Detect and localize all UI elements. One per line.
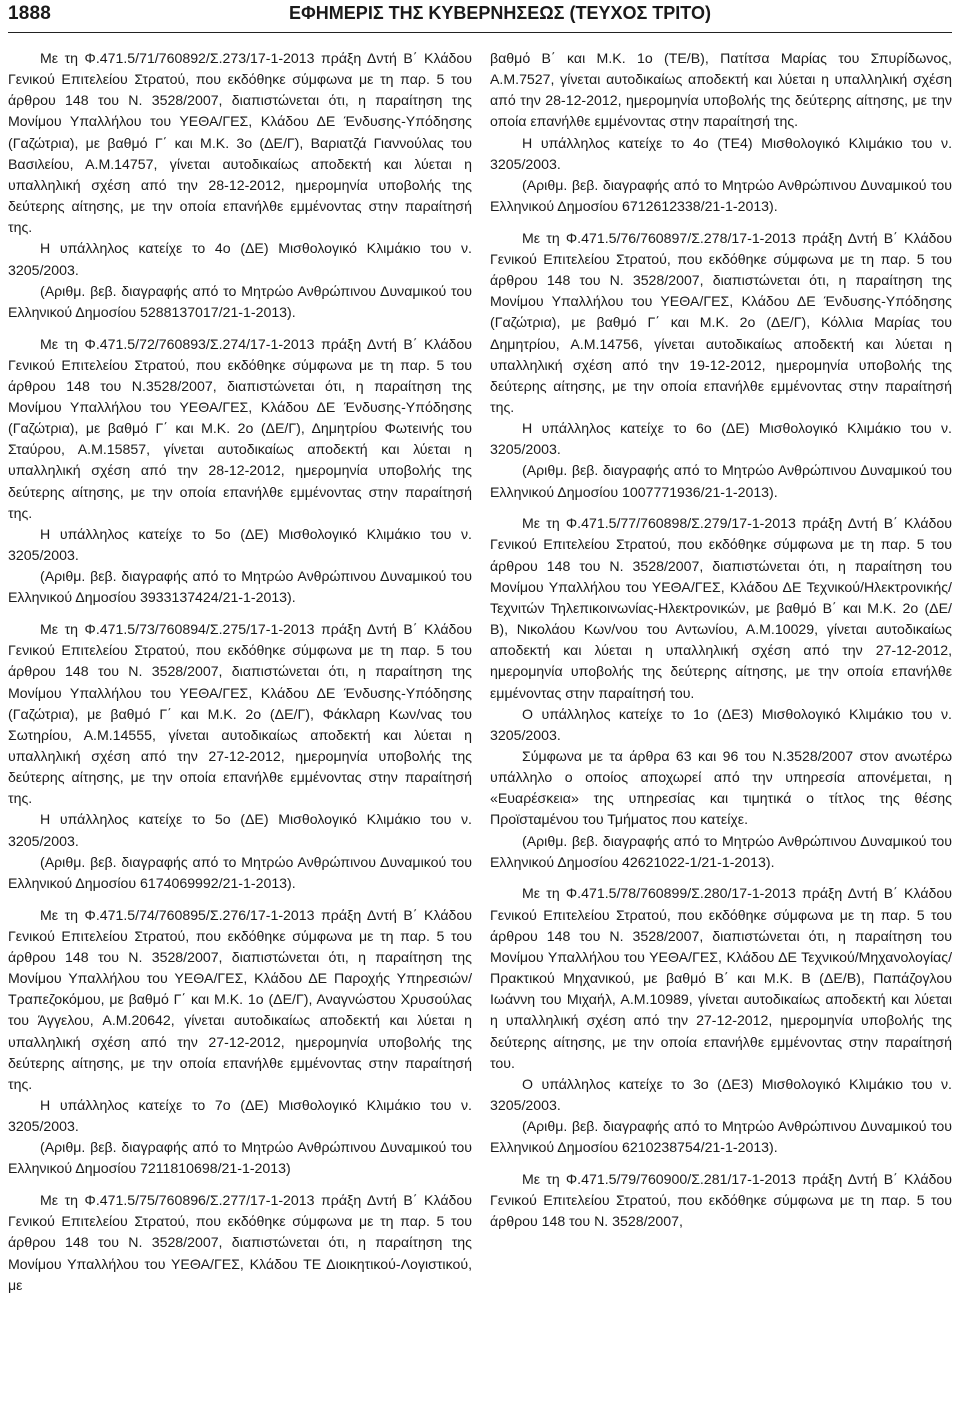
decision-71 (8, 48, 472, 323)
section-gap (490, 873, 952, 884)
section-gap (8, 894, 472, 905)
paragraph: (Αριθμ. βεβ. διαγραφής από το Μητρώο Ανθρώπινου Δυναμικού του Ελληνικού Δημοσίου 42621022-1/21-1-2013). (490, 832, 952, 870)
paragraph: Με τη Φ.471.5/79/760900/Σ.281/17-1-2013 πράξη Δντή Β΄ Κλάδου Γενικού Επιτελείου Στρατού, που εκδόθηκε σύμφωνα με τη παρ. 5 του άρθρου 148 του Ν. 3528/2007, (490, 1170, 952, 1230)
paragraph: Η υπάλληλος κατείχε το 4ο (ΤΕ4) Μισθολογικό Κλιμάκιο του ν. 3205/2003. (490, 134, 952, 172)
decision-77 (490, 513, 952, 873)
paragraph: Η υπάλληλος κατείχε το 5ο (ΔΕ) Μισθολογικό Κλιμάκιο του ν. 3205/2003. (8, 811, 472, 849)
section-gap (8, 1180, 472, 1191)
section-gap (490, 217, 952, 228)
decision-78 (490, 883, 952, 1158)
decision-75-cont (490, 48, 952, 217)
paragraph: βαθμό Β΄ και Μ.Κ. 1ο (ΤΕ/Β), Πατίτσα Μαρίας του Σπυρίδωνος, Α.Μ.7527, γίνεται αυτοδικαίως αποδεκτή και λύεται η υπαλληλική σχέση από την 28-12-2012, ημερομηνία υποβολής της δεύτερης αίτησης, με την οποία επανήλθε εμμένοντας στην παραίτησή της. (490, 50, 952, 130)
decision-74 (8, 905, 472, 1180)
paragraph: (Αριθμ. βεβ. διαγραφής από το Μητρώο Ανθρώπινου Δυναμικού του Ελληνικού Δημοσίου 3933137424/21-1-2013). (8, 568, 472, 606)
paragraph: Η υπάλληλος κατείχε το 5ο (ΔΕ) Μισθολογικό Κλιμάκιο του ν. 3205/2003. (8, 525, 472, 564)
paragraph: Σύμφωνα με τα άρθρα 63 και 96 του Ν.3528/2007 στον ανωτέρω υπάλληλο ο οποίος αποχωρεί από την υπηρεσία απονέμεται, η «Ευαρέσκεια» της υπηρεσίας και τιμητικά ο τίτλος της θέσης Προϊσταμένου του Τμήματος που κατείχε. (490, 748, 952, 828)
page-header (0, 0, 960, 38)
section-gap (8, 323, 472, 334)
decision-75 (8, 1190, 472, 1296)
paragraph: Η υπάλληλος κατείχε το 6ο (ΔΕ) Μισθολογικό Κλιμάκιο του ν. 3205/2003. (490, 420, 952, 458)
paragraph: Ο υπάλληλος κατείχε το 3ο (ΔΕ3) Μισθολογικό Κλιμάκιο του ν. 3205/2003. (490, 1075, 952, 1113)
decision-76 (490, 228, 952, 503)
paragraph: (Αριθμ. βεβ. διαγραφής από το Μητρώο Ανθρώπινου Δυναμικού του Ελληνικού Δημοσίου 5288137017/21-1-2013). (8, 282, 472, 320)
paragraph: (Αριθμ. βεβ. διαγραφής από το Μητρώο Ανθρώπινου Δυναμικού του Ελληνικού Δημοσίου 6174069992/21-1-2013). (8, 853, 472, 891)
journal-title: ΕΦΗΜΕΡΙΣ ΤΗΣ ΚΥΒΕΡΝΗΣΕΩΣ (ΤΕΥΧΟΣ ΤΡΙΤΟ) (289, 3, 711, 23)
decision-72 (8, 334, 472, 609)
header-divider (8, 32, 952, 33)
left-column (8, 48, 472, 1296)
paragraph: Με τη Φ.471.5/78/760899/Σ.280/17-1-2013 πράξη Δντή Β΄ Κλάδου Γενικού Επιτελείου Στρατού, που εκδόθηκε σύμφωνα με τη παρ. 5 του άρθρου 148 του Ν. 3528/2007, διαπιστώνεται ότι, η παραίτηση του Μονίμου Υπαλλήλου του ΥΕΘΑ/ΓΕΣ, Κλάδου ΔΕ Τεχνικού/Μηχανολογίας/ Πρακτικού Μηχανικού, με βαθμό Β΄ και Μ.Κ. Β (ΔΕ/Β), Παπάζογλου Ιωάννη του Μιχαήλ, Α.Μ.10989, γίνεται αυτοδικαίως αποδεκτή και λύεται η υπαλληλική σχέση από την 27-12-2012, ημερομηνία υποβολής της δεύτερης αίτησης, με την οποία επανήλθε εμμένοντας στην παραίτησή του. (490, 885, 952, 1071)
page-number: 1888 (8, 3, 52, 24)
paragraph: Με τη Φ.471.5/76/760897/Σ.278/17-1-2013 πράξη Δντή Β΄ Κλάδου Γενικού Επιτελείου Στρατού, που εκδόθηκε σύμφωνα με τη παρ. 5 του άρθρου 148 του Ν. 3528/2007, διαπιστώνεται ότι, η παραίτηση της Μονίμου Υπαλλήλου του ΥΕΘΑ/ΓΕΣ, Κλάδου ΔΕ Ένδυσης-Υπόδησης (Γαζώτρια), με βαθμό Γ΄ και Μ.Κ. 2ο (ΔΕ/Γ), Κόλλια Μαρίας του Δημητρίου, Α.Μ.14756, γίνεται αυτοδικαίως αποδεκτή και λύεται η υπαλληλική σχέση από την 19-12-2012, ημερομηνία υποβολής της δεύτερης αίτησης, με την οποία επανήλθε εμμένοντας στην παραίτησή της. (490, 229, 952, 415)
paragraph: Με τη Φ.471.5/74/760895/Σ.276/17-1-2013 πράξη Δντή Β΄ Κλάδου Γενικού Επιτελείου Στρατού, που εκδόθηκε σύμφωνα με τη παρ. 5 του άρθρου 148 του Ν. 3528/2007, διαπιστώνεται ότι, η παραίτηση της Μονίμου Υπαλλήλου του ΥΕΘΑ/ΓΕΣ, Κλάδου ΔΕ Παροχής Υπηρεσιών/Τραπεζοκόμου, με βαθμό Γ΄ και Μ.Κ. 1ο (ΔΕ/Γ), Αναγνώστου Χρυσούλας του Άγγελου, Α.Μ.20642, γίνεται αυτοδικαίως αποδεκτή και λύεται η υπαλληλική σχέση από την 27-12-2012, ημερομηνία υποβολής της δεύτερης αίτησης, με την οποία επανήλθε εμμένοντας στην παραίτησή της. (8, 906, 472, 1092)
decision-73 (8, 619, 472, 894)
paragraph: Η υπάλληλος κατείχε το 4ο (ΔΕ) Μισθολογικό Κλιμάκιο του ν. 3205/2003. (8, 240, 472, 278)
paragraph: Η υπάλληλος κατείχε το 7ο (ΔΕ) Μισθολογικό Κλιμάκιο του ν. 3205/2003. (8, 1097, 472, 1135)
paragraph: Με τη Φ.471.5/75/760896/Σ.277/17-1-2013 πράξη Δντή Β΄ Κλάδου Γενικού Επιτελείου Στρατού, που εκδόθηκε σύμφωνα με τη παρ. 5 του άρθρου 148 του Ν. 3528/2007, διαπιστώνεται ότι, η παραίτηση της Μονίμου Υπαλλήλου του ΥΕΘΑ/ΓΕΣ, Κλάδου ΤΕ Διοικητικού-Λογιστικού, με (8, 1192, 472, 1293)
paragraph: (Αριθμ. βεβ. διαγραφής από το Μητρώο Ανθρώπινου Δυναμικού του Ελληνικού Δημοσίου 7211810698/21-1-2013) (8, 1139, 472, 1177)
paragraph: (Αριθμ. βεβ. διαγραφής από το Μητρώο Ανθρώπινου Δυναμικού του Ελληνικού Δημοσίου 6712612338/21-1-2013). (490, 176, 952, 215)
paragraph: Με τη Φ.471.5/73/760894/Σ.275/17-1-2013 πράξη Δντή Β΄ Κλάδου Γενικού Επιτελείου Στρατού, που εκδόθηκε σύμφωνα με τη παρ. 5 του άρθρου 148 του Ν. 3528/2007, διαπιστώνεται ότι, η παραίτηση της Μονίμου Υπαλλήλου του ΥΕΘΑ/ΓΕΣ, Κλάδου ΔΕ Ένδυσης-Υπόδησης (Γαζώτρια), με βαθμό Γ΄ και Μ.Κ. 2ο (ΔΕ/Γ), Φάκλαρη Κων/νας του Σωτηρίου, Α.Μ.14555, γίνεται αυτοδικαίως αποδεκτή και λύεται η υπαλληλική σχέση από την 27-12-2012, ημερομηνία υποβολής της δεύτερης αίτησης, με την οποία επανήλθε εμμένοντας στην παραίτησή της. (8, 621, 472, 807)
paragraph: Με τη Φ.471.5/72/760893/Σ.274/17-1-2013 πράξη Δντή Β΄ Κλάδου Γενικού Επιτελείου Στρατού, που εκδόθηκε σύμφωνα με τη παρ. 5 του άρθρου 148 του Ν.3528/2007, διαπιστώνεται ότι, η παραίτηση της Μονίμου Υπαλλήλου του ΥΕΘΑ/ΓΕΣ, Κλάδου ΔΕ Ένδυσης-Υπόδησης (Γαζώτρια), με βαθμό Γ΄ και Μ.Κ. 2ο (ΔΕ/Γ), Δημητρίου Φωτεινής του Σταύρου, Α.Μ.15857, γίνεται αυτοδικαίως αποδεκτή και λύεται η υπαλληλική σχέση από την 28-12-2012, ημερομηνία υποβολής της δεύτερης αίτησης, με την οποία επανήλθε εμμένοντας στην παραίτησή της. (8, 335, 472, 521)
paragraph: (Αριθμ. βεβ. διαγραφής από το Μητρώο Ανθρώπινου Δυναμικού του Ελληνικού Δημοσίου 6210238754/21-1-2013). (490, 1118, 952, 1156)
paragraph: Ο υπάλληλος κατείχε το 1ο (ΔΕ3) Μισθολογικό Κλιμάκιο του ν. 3205/2003. (490, 705, 952, 743)
decision-79 (490, 1169, 952, 1232)
section-gap (490, 503, 952, 514)
right-column (490, 48, 952, 1232)
paragraph: Με τη Φ.471.5/71/760892/Σ.273/17-1-2013 πράξη Δντή Β΄ Κλάδου Γενικού Επιτελείου Στρατού, που εκδόθηκε σύμφωνα με τη παρ. 5 του άρθρου 148 του Ν. 3528/2007, διαπιστώνεται ότι, η παραίτηση της Μονίμου Υπαλλήλου του ΥΕΘΑ/ΓΕΣ, Κλάδου ΔΕ Ένδυσης-Υπόδησης (Γαζώτρια), με βαθμό Γ΄ και Μ.Κ. 3ο (ΔΕ/Γ), Βαριατζά Γιαννούλας του Βασιλείου, Α.Μ.14757, γίνεται αυτοδικαίως αποδεκτή και λύεται η υπαλληλική σχέση από την 28-12-2012, ημερομηνία υποβολής της δεύτερης αίτησης, με την οποία επανήλθε εμμένοντας στην παραίτησή της. (8, 50, 472, 236)
paragraph: Με τη Φ.471.5/77/760898/Σ.279/17-1-2013 πράξη Δντή Β΄ Κλάδου Γενικού Επιτελείου Στρατού, που εκδόθηκε σύμφωνα με τη παρ. 5 του άρθρου 148 του Ν. 3528/2007, διαπιστώνεται ότι, η παραίτηση του Μονίμου Υπαλλήλου του ΥΕΘΑ/ΓΕΣ, Κλάδου ΔΕ Τεχνικού/Ηλεκτρονικής/ Τεχνιτών Τηλεπικοινωνίας-Ηλεκτρονικών, με βαθμό Β΄ και Μ.Κ. 2ο (ΔΕ/Β), Νικολάου Κων/νου του Αντωνίου, Α.Μ.10029, γίνεται αυτοδικαίως αποδεκτή και λύεται η υπαλληλική σχέση από την 27-12-2012, ημερομηνία υποβολής της δεύτερης αίτησης, με την οποία επανήλθε εμμένοντας στην παραίτησή του. (490, 515, 952, 701)
paragraph: (Αριθμ. βεβ. διαγραφής από το Μητρώο Ανθρώπινου Δυναμικού του Ελληνικού Δημοσίου 1007771936/21-1-2013). (490, 462, 952, 500)
section-gap (8, 609, 472, 620)
section-gap (490, 1158, 952, 1169)
